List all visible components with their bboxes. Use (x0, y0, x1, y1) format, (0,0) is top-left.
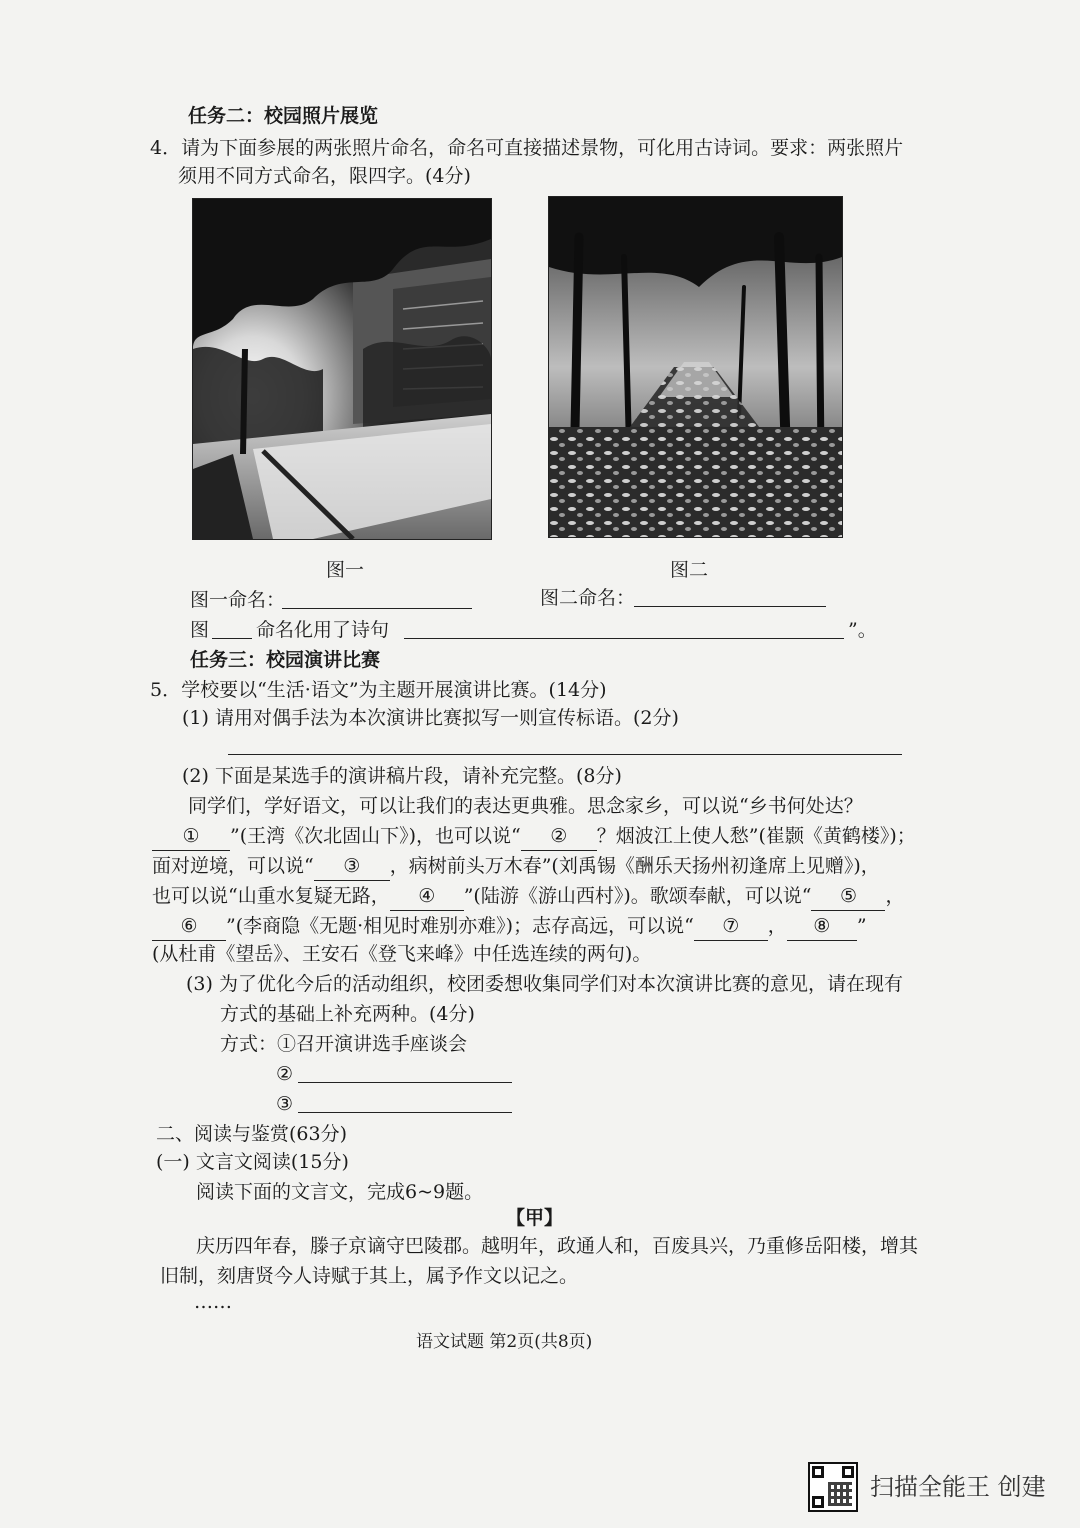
section2-heading: 二、阅读与鉴赏(63分) (156, 1123, 348, 1145)
photo-2-name-label: 图二命名： (540, 587, 636, 609)
passage-jia-label: 【甲】 (506, 1207, 564, 1229)
blank-1[interactable]: ① (152, 822, 230, 851)
slogan-blank[interactable] (228, 734, 902, 755)
photo-2-caption: 图二 (670, 559, 709, 581)
qr-code-icon (808, 1462, 858, 1512)
blank-5[interactable]: ⑤ (811, 882, 885, 911)
blank-8[interactable]: ⑧ (787, 912, 857, 941)
q5-sub3-line2: 方式的基础上补充两种。(4分) (220, 1003, 475, 1025)
photo-1-name-blank[interactable] (282, 586, 472, 609)
method-2-label: ② (276, 1063, 294, 1085)
photo-1-caption: 图一 (326, 559, 365, 581)
method-3-label: ③ (276, 1093, 294, 1115)
blank-4[interactable]: ④ (390, 882, 464, 911)
q5-prompt: 5．学校要以“生活·语文”为主题开展演讲比赛。(14分) (150, 679, 607, 701)
task2-heading: 任务二：校园照片展览 (188, 105, 379, 127)
blank-6[interactable]: ⑥ (152, 912, 226, 941)
photo-2-name-blank[interactable] (634, 584, 826, 607)
scanner-watermark: 扫描全能王 创建 (870, 1473, 1046, 1501)
photo-1-campus-building (192, 198, 492, 540)
speech-line4: 也可以说“山重水复疑无路， ④ ”(陆游《游山西村》)。歌颂奉献，可以说“ ⑤ ， (152, 882, 905, 911)
poem-line-blank[interactable] (404, 616, 844, 639)
photo-1-name-label: 图一命名： (190, 589, 286, 611)
q5-sub1: (1) 请用对偶手法为本次演讲比赛拟写一则宣传标语。(2分) (182, 707, 679, 729)
q5-sub3-line1: (3) 为了优化今后的活动组织，校团委想收集同学们对本次演讲比赛的意见，请在现有 (186, 973, 903, 995)
poem-prefix: 图 (190, 619, 210, 641)
q5-sub2: (2) 下面是某选手的演讲稿片段，请补充完整。(8分) (182, 765, 622, 787)
speech-line1: 同学们，学好语文，可以让我们的表达更典雅。思念家乡，可以说“乡书何处达？ (188, 795, 863, 817)
section2-part1: (一) 文言文阅读(15分) (156, 1151, 349, 1173)
passage-line1: 庆历四年春，滕子京谪守巴陵郡。越明年，政通人和，百废具兴，乃重修岳阳楼，增其 (196, 1235, 919, 1257)
reading-instruction: 阅读下面的文言文，完成6~9题。 (196, 1181, 484, 1203)
method-1: 方式：①召开演讲选手座谈会 (220, 1033, 468, 1055)
task3-heading: 任务三：校园演讲比赛 (190, 649, 381, 671)
q4-line1: 4．请为下面参展的两张照片命名，命名可直接描述景物，可化用古诗词。要求：两张照片 (150, 137, 904, 159)
speech-line3: 面对逆境，可以说“ ③ ，病树前头万木春”(刘禹锡《酬乐天扬州初逢席上见赠》)， (152, 852, 880, 881)
blank-7[interactable]: ⑦ (694, 912, 768, 941)
passage-line2: 旧制，刻唐贤今人诗赋于其上，属予作文以记之。 (160, 1265, 579, 1287)
method-2-blank[interactable] (298, 1060, 512, 1083)
page-footer: 语文试题 第2页(共8页) (416, 1332, 593, 1352)
poem-suffix: ”。 (848, 619, 877, 641)
passage-ellipsis: …… (194, 1291, 232, 1313)
q4-line2: 须用不同方式命名，限四字。(4分) (178, 165, 471, 187)
method-3-blank[interactable] (298, 1090, 512, 1113)
speech-line5: ⑥ ”(李商隐《无题·相见时难别亦难》)；志存高远，可以说“ ⑦ ， ⑧ ” (152, 912, 867, 941)
speech-line2: ① ”(王湾《次北固山下》)，也可以说“ ② ？烟波江上使人愁”(崔颢《黄鹤楼》)； (152, 822, 916, 851)
speech-line6: (从杜甫《望岳》、王安石《登飞来峰》中任选连续的两句)。 (152, 943, 652, 965)
blank-3[interactable]: ③ (314, 852, 390, 881)
poem-figure-blank[interactable] (212, 616, 252, 639)
blank-2[interactable]: ② (521, 822, 597, 851)
poem-middle: 命名化用了诗句 (256, 619, 390, 641)
photo-2-leafy-path (548, 196, 843, 538)
